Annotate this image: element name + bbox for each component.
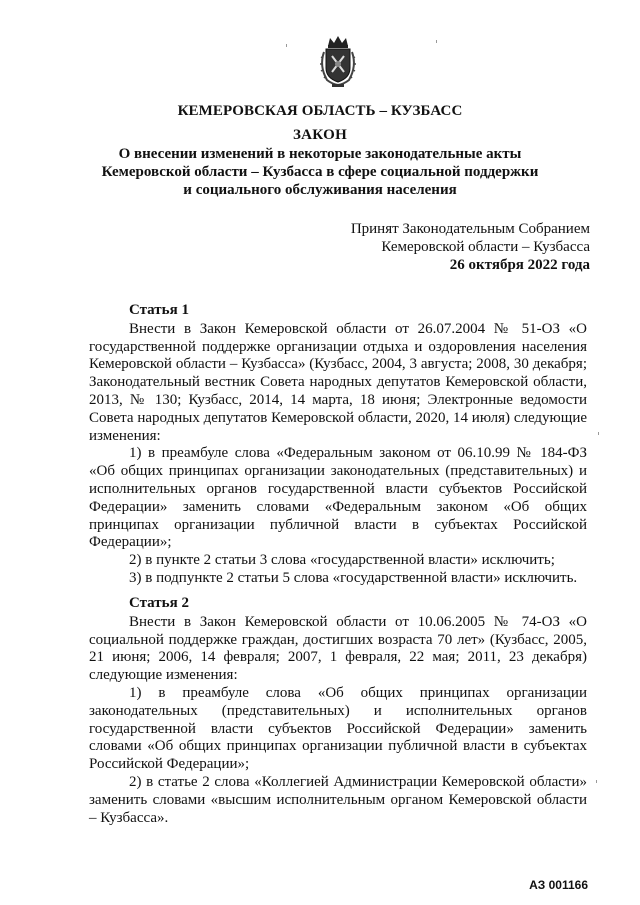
law-title-line: Кемеровской области – Кузбасса в сфере социальной поддержки	[101, 164, 539, 180]
article-2	[89, 595, 587, 827]
article-item: 2) в статье 2 слова «Коллегией Администрации Кемеровской области» заменить словами «высшим исполнительным органом Кемеровской области – Кузбасса».	[89, 773, 587, 826]
article-item: 1) в преамбуле слова «Федеральным законом от 06.10.99 № 184-ФЗ «Об общих принципах организации законодательных (представительных) и исполнительных органов государственной власти субъектов Российской Федерации» заменить словами «Федеральным законом «Об общих принципах организации публичной власти в субъектах Российской Федерации»;	[89, 445, 587, 551]
scan-speck	[596, 780, 597, 783]
adoption-line: Кемеровской области – Кузбасса	[381, 239, 590, 255]
article-intro: Внести в Закон Кемеровской области от 26.07.2004 № 51-ОЗ «О государственной поддержке организации отдыха и оздоровления населения Кемеровской области – Кузбасса» (Кузбасс, 2004, 3 августа; 2008, 30 декабря; Законодательный вестник Совета народных депутатов Кемеровской области, 2013, № 130; Кузбасс, 2014, 14 марта, 18 июня; Электронные ведомости Совета народных депутатов Кемеровской области, 2020, 14 июля) следующие изменения:	[89, 320, 587, 444]
law-title-line: О внесении изменений в некоторые законодательные акты	[118, 146, 522, 162]
article-item: 2) в пункте 2 статьи 3 слова «государственной власти» исключить;	[129, 552, 555, 569]
article-item: 3) в подпункте 2 статьи 5 слова «государственной власти» исключить.	[129, 569, 578, 586]
law-title	[0, 145, 640, 199]
region-title: КЕМЕРОВСКАЯ ОБЛАСТЬ – КУЗБАСС	[177, 103, 463, 119]
article-intro: Внести в Закон Кемеровской области от 10.06.2005 № 74-ОЗ «О социальной поддержке граждан, достигших возраста 70 лет» (Кузбасс, 2005, 21 июня; 2006, 14 февраля; 2007, 1 февраля, 22 мая; 2011, 23 декабря) следующие изменения:	[89, 613, 587, 684]
adoption-block	[351, 220, 590, 274]
serial-number: АЗ 001166	[529, 878, 588, 892]
scan-speck	[286, 44, 287, 47]
law-title-line: и социального обслуживания населения	[183, 182, 457, 198]
article-heading: Статья 2	[129, 595, 189, 611]
scan-speck	[436, 40, 437, 43]
article-heading: Статья 1	[129, 302, 189, 318]
coat-of-arms-icon	[317, 34, 359, 88]
adoption-line: Принят Законодательным Собранием	[350, 221, 590, 237]
article-item: 1) в преамбуле слова «Об общих принципах организации законодательных (представительных) и исполнительных органов государственной власти субъектов Российской Федерации» заменить словами «Об общих принципах организации публичной власти в субъектах Российской Федерации»;	[89, 684, 587, 773]
article-1	[89, 302, 587, 588]
adoption-date: 26 октября 2022 года	[449, 257, 590, 273]
document-type: ЗАКОН	[292, 127, 348, 143]
scan-speck	[598, 432, 599, 435]
